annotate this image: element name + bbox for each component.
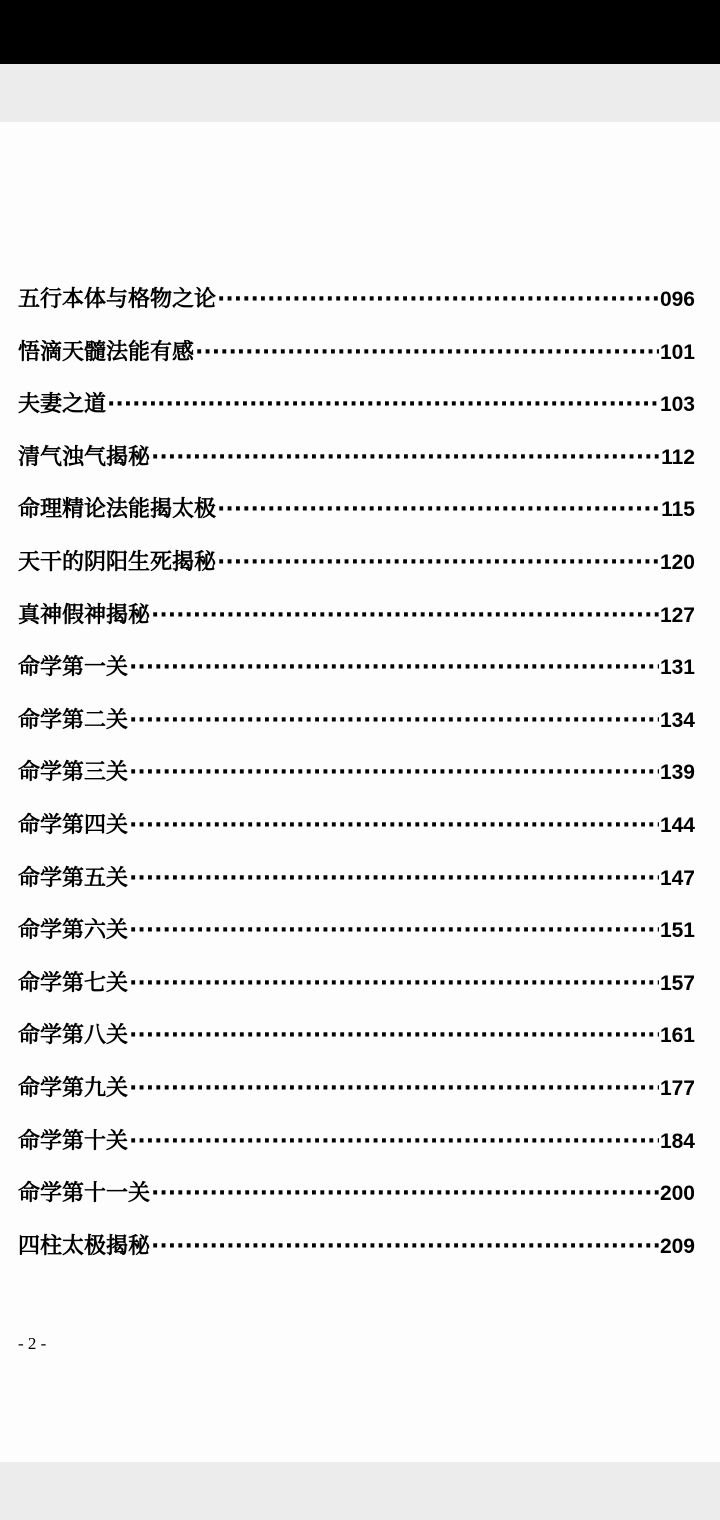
toc-entry[interactable]	[18, 598, 695, 651]
toc-entry-page: 200	[659, 1182, 695, 1206]
toc-entry-title: 命学第七关	[18, 970, 129, 996]
toc-entry-title: 命学第十一关	[18, 1181, 151, 1207]
document-page[interactable]	[0, 122, 720, 1462]
toc-entry-page: 209	[659, 1234, 695, 1258]
toc-entry[interactable]	[18, 440, 695, 493]
toc-dot-leader	[129, 760, 659, 785]
toc-entry-page: 144	[659, 813, 695, 837]
toc-entry[interactable]	[18, 703, 695, 756]
toc-entry-title: 命学第二关	[18, 707, 129, 733]
toc-entry-page: 115	[661, 498, 695, 522]
toc-entry[interactable]	[18, 861, 695, 914]
toc-entry-title: 五行本体与格物之论	[18, 287, 217, 312]
page-number: - 2 -	[18, 1334, 47, 1353]
toc-entry-title: 天干的阴阳生死揭秘	[18, 549, 217, 575]
toc-entry-page: 120	[659, 550, 695, 574]
toc-entry-title: 命学第八关	[18, 1023, 129, 1049]
toc-entry-page: 161	[659, 1024, 695, 1048]
toc-entry-page: 096	[659, 288, 695, 311]
toc-dot-leader	[217, 550, 659, 575]
viewer-top-margin	[0, 64, 720, 122]
toc-dot-leader	[129, 866, 659, 891]
toc-entry[interactable]	[18, 1071, 695, 1124]
toc-entry[interactable]	[18, 966, 695, 1019]
toc-entry[interactable]	[18, 808, 695, 861]
toc-entry-page: 157	[659, 971, 695, 995]
toc-dot-leader	[195, 340, 659, 365]
toc-entry-title: 四柱太极揭秘	[18, 1233, 151, 1259]
toc-entry-page: 112	[661, 445, 695, 469]
toc-entry-title: 命学第九关	[18, 1075, 129, 1101]
toc-entry[interactable]	[18, 282, 695, 335]
toc-entry-page: 127	[659, 603, 695, 627]
toc-dot-leader	[129, 655, 659, 680]
toc-dot-leader	[129, 1129, 659, 1154]
toc-entry[interactable]	[18, 335, 695, 388]
toc-dot-leader	[151, 603, 659, 628]
toc-dot-leader	[217, 287, 659, 312]
toc-entry[interactable]	[18, 650, 695, 703]
toc-entry-page: 184	[659, 1129, 695, 1153]
status-bar	[0, 0, 720, 64]
toc-entry-title: 命学第五关	[18, 865, 129, 891]
toc-entry-title: 清气浊气揭秘	[18, 444, 151, 470]
toc-entry[interactable]	[18, 1018, 695, 1071]
toc-entry-title: 命学第六关	[18, 918, 129, 944]
toc-entry-title: 命学第一关	[18, 655, 129, 681]
toc-dot-leader	[129, 1023, 659, 1048]
toc-entry-title: 真神假神揭秘	[18, 602, 151, 628]
toc-entry-title: 命理精论法能揭太极	[18, 497, 217, 523]
toc-entry[interactable]	[18, 387, 695, 440]
toc-dot-leader	[129, 918, 659, 943]
toc-entry[interactable]	[18, 755, 695, 808]
toc-entry[interactable]	[18, 1176, 695, 1229]
toc-entry-title: 命学第三关	[18, 760, 129, 786]
toc-entry-page: 101	[659, 340, 695, 364]
toc-dot-leader	[129, 1076, 659, 1101]
toc-dot-leader	[151, 445, 660, 470]
toc-dot-leader	[107, 392, 659, 417]
toc-entry-page: 151	[659, 919, 695, 943]
toc-entry-page: 177	[659, 1076, 695, 1100]
toc-entry[interactable]	[18, 492, 695, 545]
toc-dot-leader	[129, 708, 659, 733]
toc-entry-title: 命学第十关	[18, 1128, 129, 1154]
toc-entry[interactable]	[18, 545, 695, 598]
toc-entry-page: 139	[659, 761, 695, 785]
toc-dot-leader	[129, 813, 659, 838]
table-of-contents	[18, 282, 695, 1281]
toc-dot-leader	[217, 497, 660, 522]
toc-dot-leader	[151, 1234, 659, 1259]
viewer-bottom-margin	[0, 1462, 720, 1520]
toc-entry[interactable]	[18, 1229, 695, 1282]
toc-entry-page: 131	[659, 656, 695, 680]
toc-entry-title: 夫妻之道	[18, 392, 107, 418]
toc-entry-title: 悟滴天髓法能有感	[18, 339, 195, 365]
toc-entry[interactable]	[18, 1124, 695, 1177]
toc-entry[interactable]	[18, 913, 695, 966]
toc-entry-page: 134	[659, 708, 695, 732]
toc-dot-leader	[129, 971, 659, 996]
toc-dot-leader	[151, 1181, 659, 1206]
toc-entry-title: 命学第四关	[18, 812, 129, 838]
toc-entry-page: 103	[659, 393, 695, 417]
toc-entry-page: 147	[659, 866, 695, 890]
